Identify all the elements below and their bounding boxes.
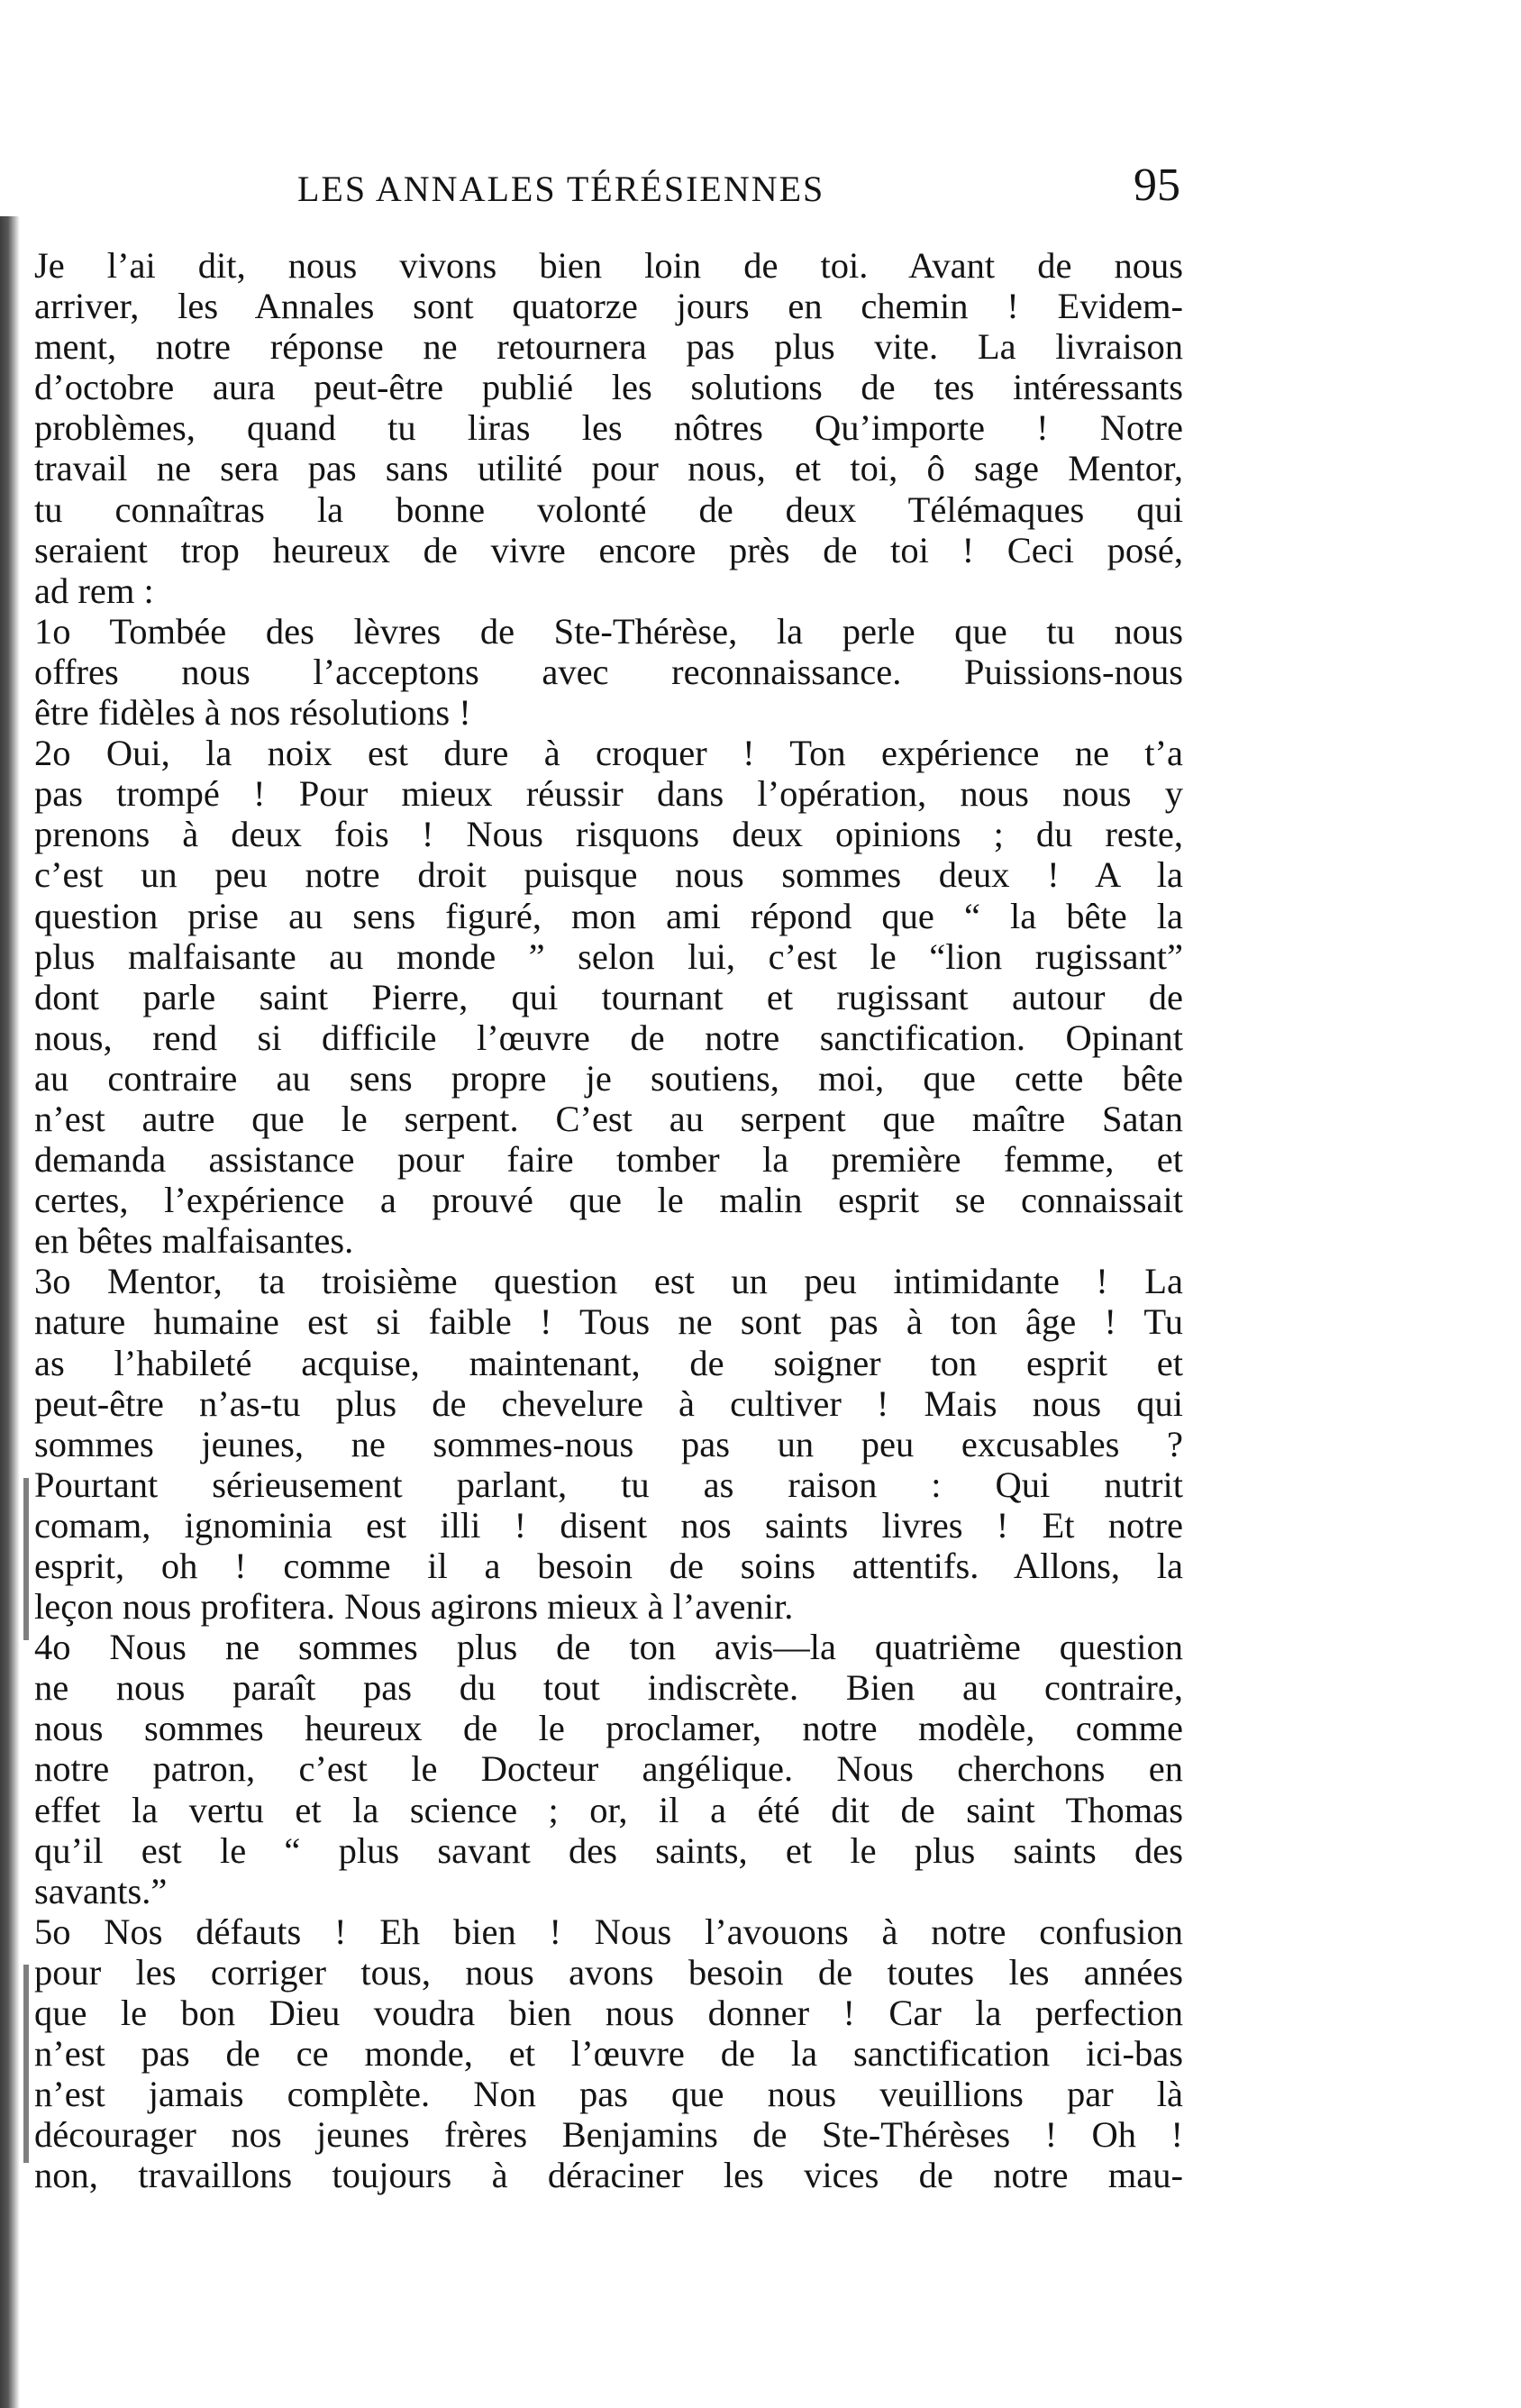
- page-binding-speck: [23, 1478, 29, 1640]
- text-line: peut-être n’as-tu plus de chevelure à cultiver ! Mais nous qui: [34, 1382, 1183, 1424]
- text-line: c’est un peu notre droit puisque nous sommes deux ! A la: [34, 854, 1183, 896]
- text-line: qu’il est le “ plus savant des saints, et le plus saints des: [34, 1829, 1183, 1871]
- text-line: demanda assistance pour faire tomber la première femme, et: [34, 1139, 1183, 1181]
- body-text: [34, 245, 1183, 2196]
- text-line: en bêtes malfaisantes.: [34, 1220, 354, 1262]
- text-line: que le bon Dieu voudra bien nous donner ! Car la perfection: [34, 1993, 1183, 2034]
- text-line: notre patron, c’est le Docteur angélique. Nous cherchons en: [34, 1748, 1183, 1790]
- text-line: problèmes, quand tu liras les nôtres Qu’importe ! Notre: [34, 407, 1183, 449]
- text-line: Je l’ai dit, nous vivons bien loin de toi. Avant de nous: [34, 245, 1183, 286]
- text-line: 1o Tombée des lèvres de Ste-Thérèse, la perle que tu nous: [34, 610, 1183, 652]
- page-binding-speck: [23, 1965, 29, 2163]
- text-line: dont parle saint Pierre, qui tournant et rugissant autour de: [34, 976, 1183, 1017]
- text-line: Pourtant sérieusement parlant, tu as raison : Qui nutrit: [34, 1464, 1183, 1505]
- text-line: certes, l’expérience a prouvé que le malin esprit se connaissait: [34, 1180, 1183, 1221]
- text-line: 5o Nos défauts ! Eh bien ! Nous l’avouons à notre confusion: [34, 1911, 1183, 1952]
- text-line: travail ne sera pas sans utilité pour nous, et toi, ô sage Mentor,: [34, 448, 1183, 489]
- text-line: ne nous paraît pas du tout indiscrète. Bien au contraire,: [34, 1667, 1183, 1709]
- text-line: seraient trop heureux de vivre encore près de toi ! Ceci posé,: [34, 529, 1183, 570]
- text-line: nature humaine est si faible ! Tous ne sont pas à ton âge ! Tu: [34, 1301, 1183, 1343]
- text-line: arriver, les Annales sont quatorze jours en chemin ! Evidem-: [34, 286, 1183, 327]
- text-line: tu connaîtras la bonne volonté de deux Télémaques qui: [34, 488, 1183, 530]
- text-line: effet la vertu et la science ; or, il a été dit de saint Thomas: [34, 1789, 1183, 1830]
- text-line: offres nous l’acceptons avec reconnaissance. Puissions-nous: [34, 651, 1183, 692]
- text-line: non, travaillons toujours à déraciner les vices de notre mau-: [34, 2155, 1183, 2196]
- running-head: [297, 162, 1180, 216]
- text-line: prenons à deux fois ! Nous risquons deux opinions ; du reste,: [34, 814, 1183, 855]
- text-line: comam, ignominia est illi ! disent nos saints livres ! Et notre: [34, 1504, 1183, 1546]
- text-line: n’est pas de ce monde, et l’œuvre de la sanctification ici-bas: [34, 2033, 1183, 2075]
- text-line: 4o Nous ne sommes plus de ton avis—la quatrième question: [34, 1627, 1183, 1668]
- page-number: 95: [1134, 160, 1180, 211]
- text-line: ment, notre réponse ne retournera pas plus vite. La livraison: [34, 326, 1183, 368]
- text-line: sommes jeunes, ne sommes-nous pas un peu excusables ?: [34, 1423, 1183, 1464]
- text-line: esprit, oh ! comme il a besoin de soins attentifs. Allons, la: [34, 1546, 1183, 1586]
- text-line: pas trompé ! Pour mieux réussir dans l’opération, nous nous y: [34, 773, 1183, 815]
- text-line: plus malfaisante au monde ” selon lui, c’est le “lion rugissant”: [34, 935, 1183, 977]
- text-line: au contraire au sens propre je soutiens, moi, que cette bête: [34, 1057, 1183, 1099]
- text-line: 2o Oui, la noix est dure à croquer ! Ton expérience ne t’a: [34, 733, 1183, 774]
- text-line: question prise au sens figuré, mon ami répond que “ la bête la: [34, 895, 1183, 936]
- text-line: décourager nos jeunes frères Benjamins de Ste-Thérèses ! Oh !: [34, 2114, 1183, 2156]
- text-line: ad rem :: [34, 570, 154, 611]
- text-line: être fidèles à nos résolutions !: [34, 692, 471, 734]
- text-line: nous sommes heureux de le proclamer, notre modèle, comme: [34, 1708, 1183, 1749]
- text-line: d’octobre aura peut-être publié les solutions de tes intéressants: [34, 367, 1183, 408]
- text-line: pour les corriger tous, nous avons besoin de toutes les années: [34, 1951, 1183, 1993]
- text-line: savants.”: [34, 1870, 168, 1911]
- text-line: n’est jamais complète. Non pas que nous veuillions par là: [34, 2074, 1183, 2115]
- text-line: n’est autre que le serpent. C’est au serpent que maître Satan: [34, 1098, 1183, 1139]
- text-line: as l’habileté acquise, maintenant, de soigner ton esprit et: [34, 1342, 1183, 1383]
- page-binding-edge: [0, 216, 20, 2408]
- text-line: leçon nous profitera. Nous agirons mieux à l’avenir.: [34, 1586, 794, 1628]
- text-line: 3o Mentor, ta troisième question est un peu intimidante ! La: [34, 1261, 1183, 1302]
- text-line: nous, rend si difficile l’œuvre de notre sanctification. Opinant: [34, 1017, 1183, 1058]
- running-title: LES ANNALES TÉRÉSIENNES: [297, 169, 825, 209]
